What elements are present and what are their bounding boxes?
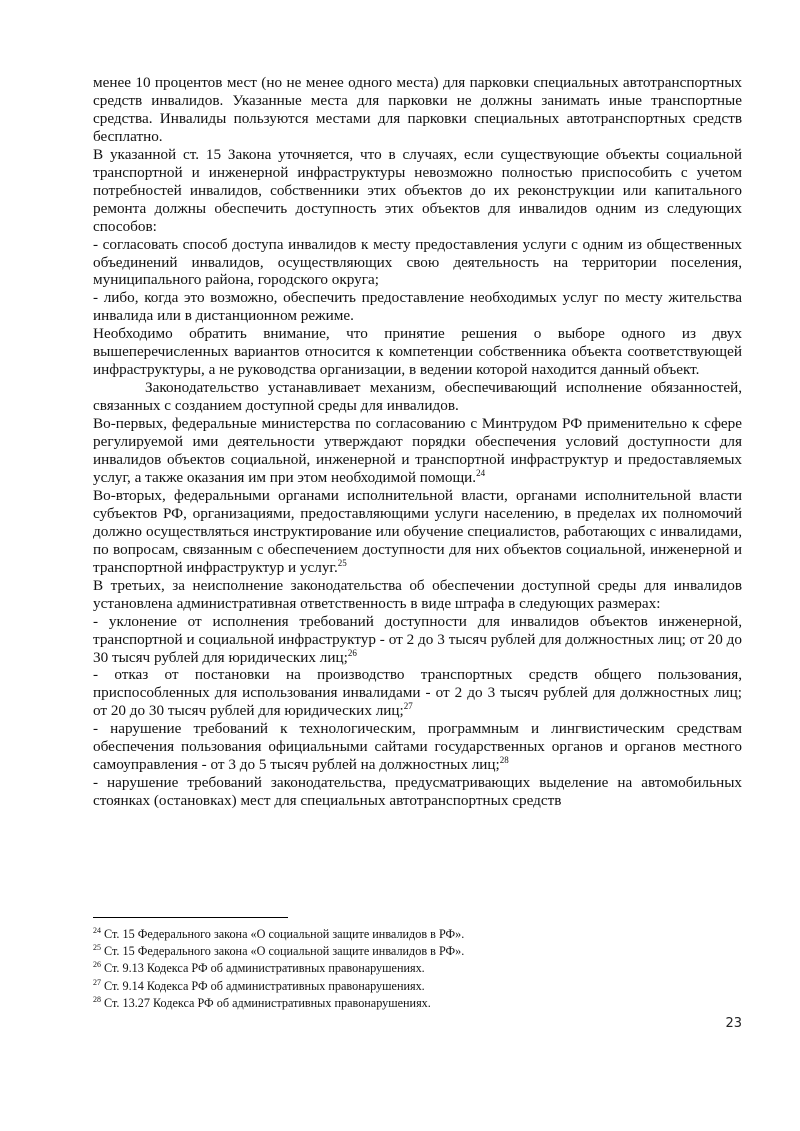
- list-item: [93, 289, 742, 325]
- footnote: [93, 960, 742, 977]
- list-item: [93, 774, 742, 810]
- footnote-text: Ст. 15 Федерального закона «О социальной защите инвалидов в РФ».: [104, 927, 465, 941]
- paragraph: [93, 379, 742, 415]
- paragraph-text: - отказ от постановки на производство транспортных средств общего пользования, приспособленных для использования инвалидами - от 2 до 3 тысяч рублей для должностных лиц; от 20 до 30 тысяч рублей для юридических лиц;: [93, 666, 742, 720]
- list-item: [93, 666, 742, 720]
- paragraph-text: Необходимо обратить внимание, что принятие решения о выборе одного из двух вышеперечисленных вариантов относится к компетенции собственника объекта соответствующей инфраструктуры, а не руководства организации, в ведении которой находится данный объект.: [93, 325, 742, 379]
- paragraph-text: - уклонение от исполнения требований доступности для инвалидов объектов инженерной, транспортной и социальной инфраструктур - от 2 до 3 тысяч рублей для должностных лиц; от 20 до 30 тысяч рублей для юридических лиц;: [93, 612, 742, 666]
- paragraph-text: менее 10 процентов мест (но не менее одного места) для парковки специальных автотранспортных средств инвалидов. Указанные места для парковки не должны занимать иные транспортные средства. Инвалиды пользуются местами для парковки специальных автотранспортных средств бесплатно.: [93, 74, 742, 145]
- paragraph: [93, 325, 742, 379]
- footnote-text: Ст. 13.27 Кодекса РФ об административных правонарушениях.: [104, 995, 431, 1010]
- footnotes: [93, 926, 742, 1012]
- list-item: [93, 236, 742, 290]
- footnote: [93, 943, 742, 960]
- paragraph-text: В третьих, за неисполнение законодательства об обеспечении доступной среды для инвалидов установлена административная ответственность в виде штрафа в следующих размерах:: [93, 576, 742, 612]
- paragraph-text: Во-первых, федеральные министерства по согласованию с Минтрудом РФ применительно к сфере регулируемой ими деятельности утверждают порядки обеспечения условий доступности для инвалидов объектов социальной, инженерной и транспортной инфраструктур и предоставляемых услуг, а также оказания им при этом необходимой помощи.: [93, 415, 742, 486]
- paragraph-text: - либо, когда это возможно, обеспечить предоставление необходимых услуг по месту жительства инвалида или в дистанционном режиме.: [93, 289, 742, 325]
- footnote: [93, 926, 742, 943]
- footnote-reference[interactable]: 28: [499, 755, 509, 766]
- paragraph: [93, 146, 742, 236]
- footnote-reference[interactable]: 27: [403, 701, 413, 712]
- footnote-number: 25: [93, 943, 101, 953]
- footnote-reference[interactable]: 25: [337, 557, 347, 568]
- footnote-number: 28: [93, 994, 101, 1004]
- paragraph: [93, 577, 742, 613]
- list-item: [93, 613, 742, 667]
- paragraph: [93, 74, 742, 146]
- footnote-text: Ст. 9.13 Кодекса РФ об административных правонарушениях.: [104, 961, 425, 976]
- footnote-reference[interactable]: 24: [476, 467, 486, 478]
- paragraph-text: Законодательство устанавливает механизм, обеспечивающий исполнение обязанностей, связанных с созданием доступной среды для инвалидов.: [93, 379, 742, 415]
- footnote-separator: [93, 917, 288, 918]
- footnote-number: 26: [93, 960, 101, 970]
- footnote-reference[interactable]: 26: [347, 647, 357, 658]
- footnote: [93, 978, 742, 995]
- paragraph-text: Во-вторых, федеральными органами исполнительной власти, органами исполнительной власти субъектов РФ, организациями, предоставляющими услуги населению, в пределах их полномочий должно осуществляться инструктирование или обучение специалистов, работающих с инвалидами, по вопросам, связанным с обеспечением доступности для них объектов социальной, инженерной и транспортной инфраструктур и услуг.: [93, 486, 742, 576]
- paragraph-text: - нарушение требований законодательства, предусматривающих выделение на автомобильных стоянках (остановках) мест для специальных автотранспортных средств: [93, 774, 742, 810]
- paragraph-text: - согласовать способ доступа инвалидов к месту предоставления услуги с одним из общественных объединений инвалидов, осуществляющих свою деятельность на территории поселения, муниципального района, городского округа;: [93, 235, 742, 289]
- footnote-text: Ст. 15 Федерального закона «О социальной защите инвалидов в РФ».: [104, 944, 465, 959]
- body-text: [93, 74, 742, 810]
- page-number: 23: [725, 1016, 742, 1031]
- footnote-number: 27: [93, 977, 101, 987]
- footnote: [93, 995, 742, 1012]
- footnote-text: Ст. 9.14 Кодекса РФ об административных правонарушениях.: [104, 978, 425, 993]
- list-item: [93, 720, 742, 774]
- footnote-number: 24: [93, 925, 101, 935]
- paragraph-text: В указанной ст. 15 Закона уточняется, что в случаях, если существующие объекты социальной транспортной и инженерной инфраструктуры невозможно полностью приспособить с учетом потребностей инвалидов, собственники этих объектов до их реконструкции или капитального ремонта должны обеспечить доступность этих объектов для инвалидов одним из следующих способов:: [93, 145, 742, 235]
- paragraph-text: - нарушение требований к технологическим, программным и лингвистическим средствам обеспечения пользования официальными сайтами государственных органов и органов местного самоуправления - от 3 до 5 тысяч рублей на должностных лиц;: [93, 720, 742, 774]
- paragraph: [93, 487, 742, 577]
- paragraph: [93, 415, 742, 487]
